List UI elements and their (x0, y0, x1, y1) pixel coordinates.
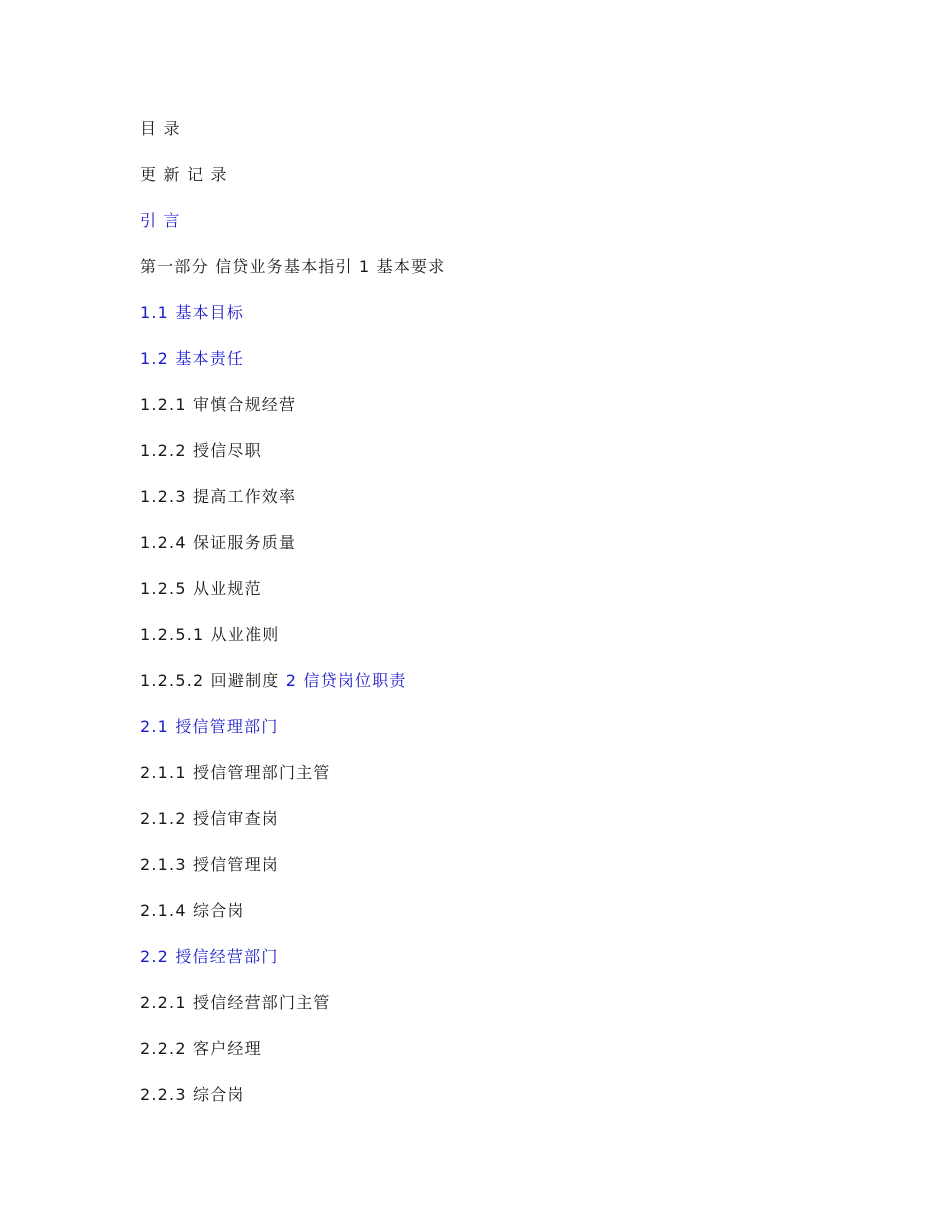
toc-item-text: 1.2.5.1 从业准则 (140, 625, 280, 644)
toc-item-text: 1.2.1 审慎合规经营 (140, 395, 297, 414)
toc-item-text: 1.2.5 从业规范 (140, 579, 262, 598)
toc-item-text: 2.1.3 授信管理岗 (140, 855, 279, 874)
toc-item-text: 更 新 记 录 (140, 165, 228, 184)
toc-item-text: 第一部分 信贷业务基本指引 1 基本要求 (140, 257, 446, 276)
toc-item-1-2-5-2 (140, 669, 900, 715)
toc-item-text: 2.2.1 授信经营部门主管 (140, 993, 331, 1012)
toc-link-1-1[interactable] (140, 301, 900, 347)
toc-link-text[interactable]: 1.1 基本目标 (140, 303, 245, 322)
toc-item-1-2-4 (140, 531, 900, 577)
toc-link-2-1[interactable] (140, 715, 900, 761)
toc-link-text[interactable]: 2.2 授信经营部门 (140, 947, 279, 966)
toc-item-update-record (140, 163, 900, 209)
table-of-contents (140, 117, 900, 1129)
toc-item-text: 2.2.2 客户经理 (140, 1039, 262, 1058)
toc-item-1-2-3 (140, 485, 900, 531)
toc-item-text: 1.2.3 提高工作效率 (140, 487, 297, 506)
toc-item-text: 1.2.2 授信尽职 (140, 441, 262, 460)
toc-item-1-2-1 (140, 393, 900, 439)
toc-item-text: 2.1.2 授信审查岗 (140, 809, 279, 828)
toc-item-text: 2.2.3 综合岗 (140, 1085, 245, 1104)
toc-item-1-2-5-1 (140, 623, 900, 669)
toc-item-text: 1.2.4 保证服务质量 (140, 533, 297, 552)
toc-item-text: 1.2.5.2 回避制度 (140, 671, 280, 690)
toc-link-1-2[interactable] (140, 347, 900, 393)
toc-link-section-2[interactable]: 2 信贷岗位职责 (285, 671, 407, 690)
toc-item-text: 2.1.4 综合岗 (140, 901, 245, 920)
toc-item-1-2-2 (140, 439, 900, 485)
toc-link-introduction[interactable] (140, 209, 900, 255)
toc-item-2-2-2 (140, 1037, 900, 1083)
toc-item-2-1-1 (140, 761, 900, 807)
toc-item-2-1-2 (140, 807, 900, 853)
toc-item-part-one (140, 255, 900, 301)
toc-link-2-2[interactable] (140, 945, 900, 991)
toc-link-text[interactable]: 引 言 (140, 211, 181, 230)
toc-link-text[interactable]: 2.1 授信管理部门 (140, 717, 279, 736)
toc-item-2-1-3 (140, 853, 900, 899)
toc-heading-text: 目 录 (140, 119, 181, 138)
toc-heading (140, 117, 900, 163)
toc-item-2-2-1 (140, 991, 900, 1037)
toc-item-2-2-3 (140, 1083, 900, 1129)
toc-item-2-1-4 (140, 899, 900, 945)
toc-link-text[interactable]: 1.2 基本责任 (140, 349, 245, 368)
toc-item-text: 2.1.1 授信管理部门主管 (140, 763, 331, 782)
toc-item-1-2-5 (140, 577, 900, 623)
